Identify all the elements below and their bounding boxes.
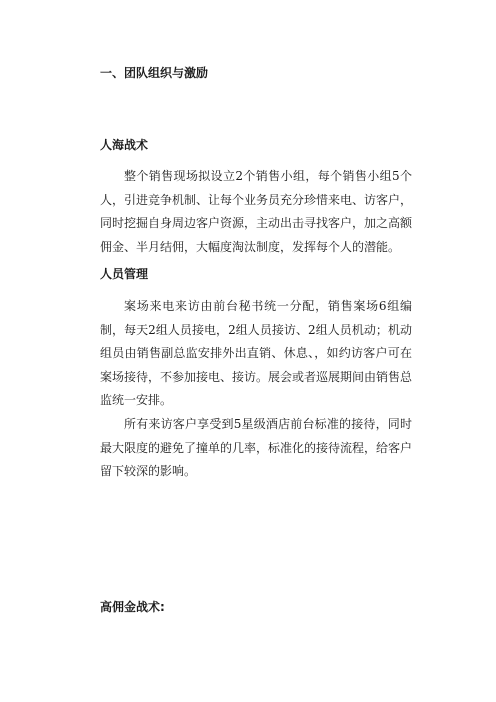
paragraph-staff-management-1: 案场来电来访由前台秘书统一分配，销售案场6组编制，每天2组人员接电，2组人员接访、2组人员机动；机动组员由销售副总监安排外出直销、休息、，如约访客户可在案场接待，不参加接电、接访。展会或者巡展期间由销售总监统一安排。 [100,299,413,407]
paragraph-crowd-tactics: 整个销售现场拟设立2个销售小组，每个销售小组5个人，引进竞争机制、让每个业务员充分珍惜来电、访客户，同时挖掘自身周边客户资源，主动出击寻找客户，加之高额佣金、半月结佣，大幅度淘汰制度，发挥每个人的潜能。 [100,169,413,254]
subsection-title-high-commission: 高佣金战术: [100,600,165,614]
subsection-title-crowd-tactics: 人海战术 [100,138,149,152]
section-title: 一、团队组织与激励 [100,66,209,80]
subsection-title-staff-management: 人员管理 [100,267,149,281]
paragraph-staff-management-2: 所有来访客户享受到5星级酒店前台标准的接待，同时最大限度的避免了撞单的几率，标准化的接待流程，给客户留下较深的影响。 [100,417,413,478]
